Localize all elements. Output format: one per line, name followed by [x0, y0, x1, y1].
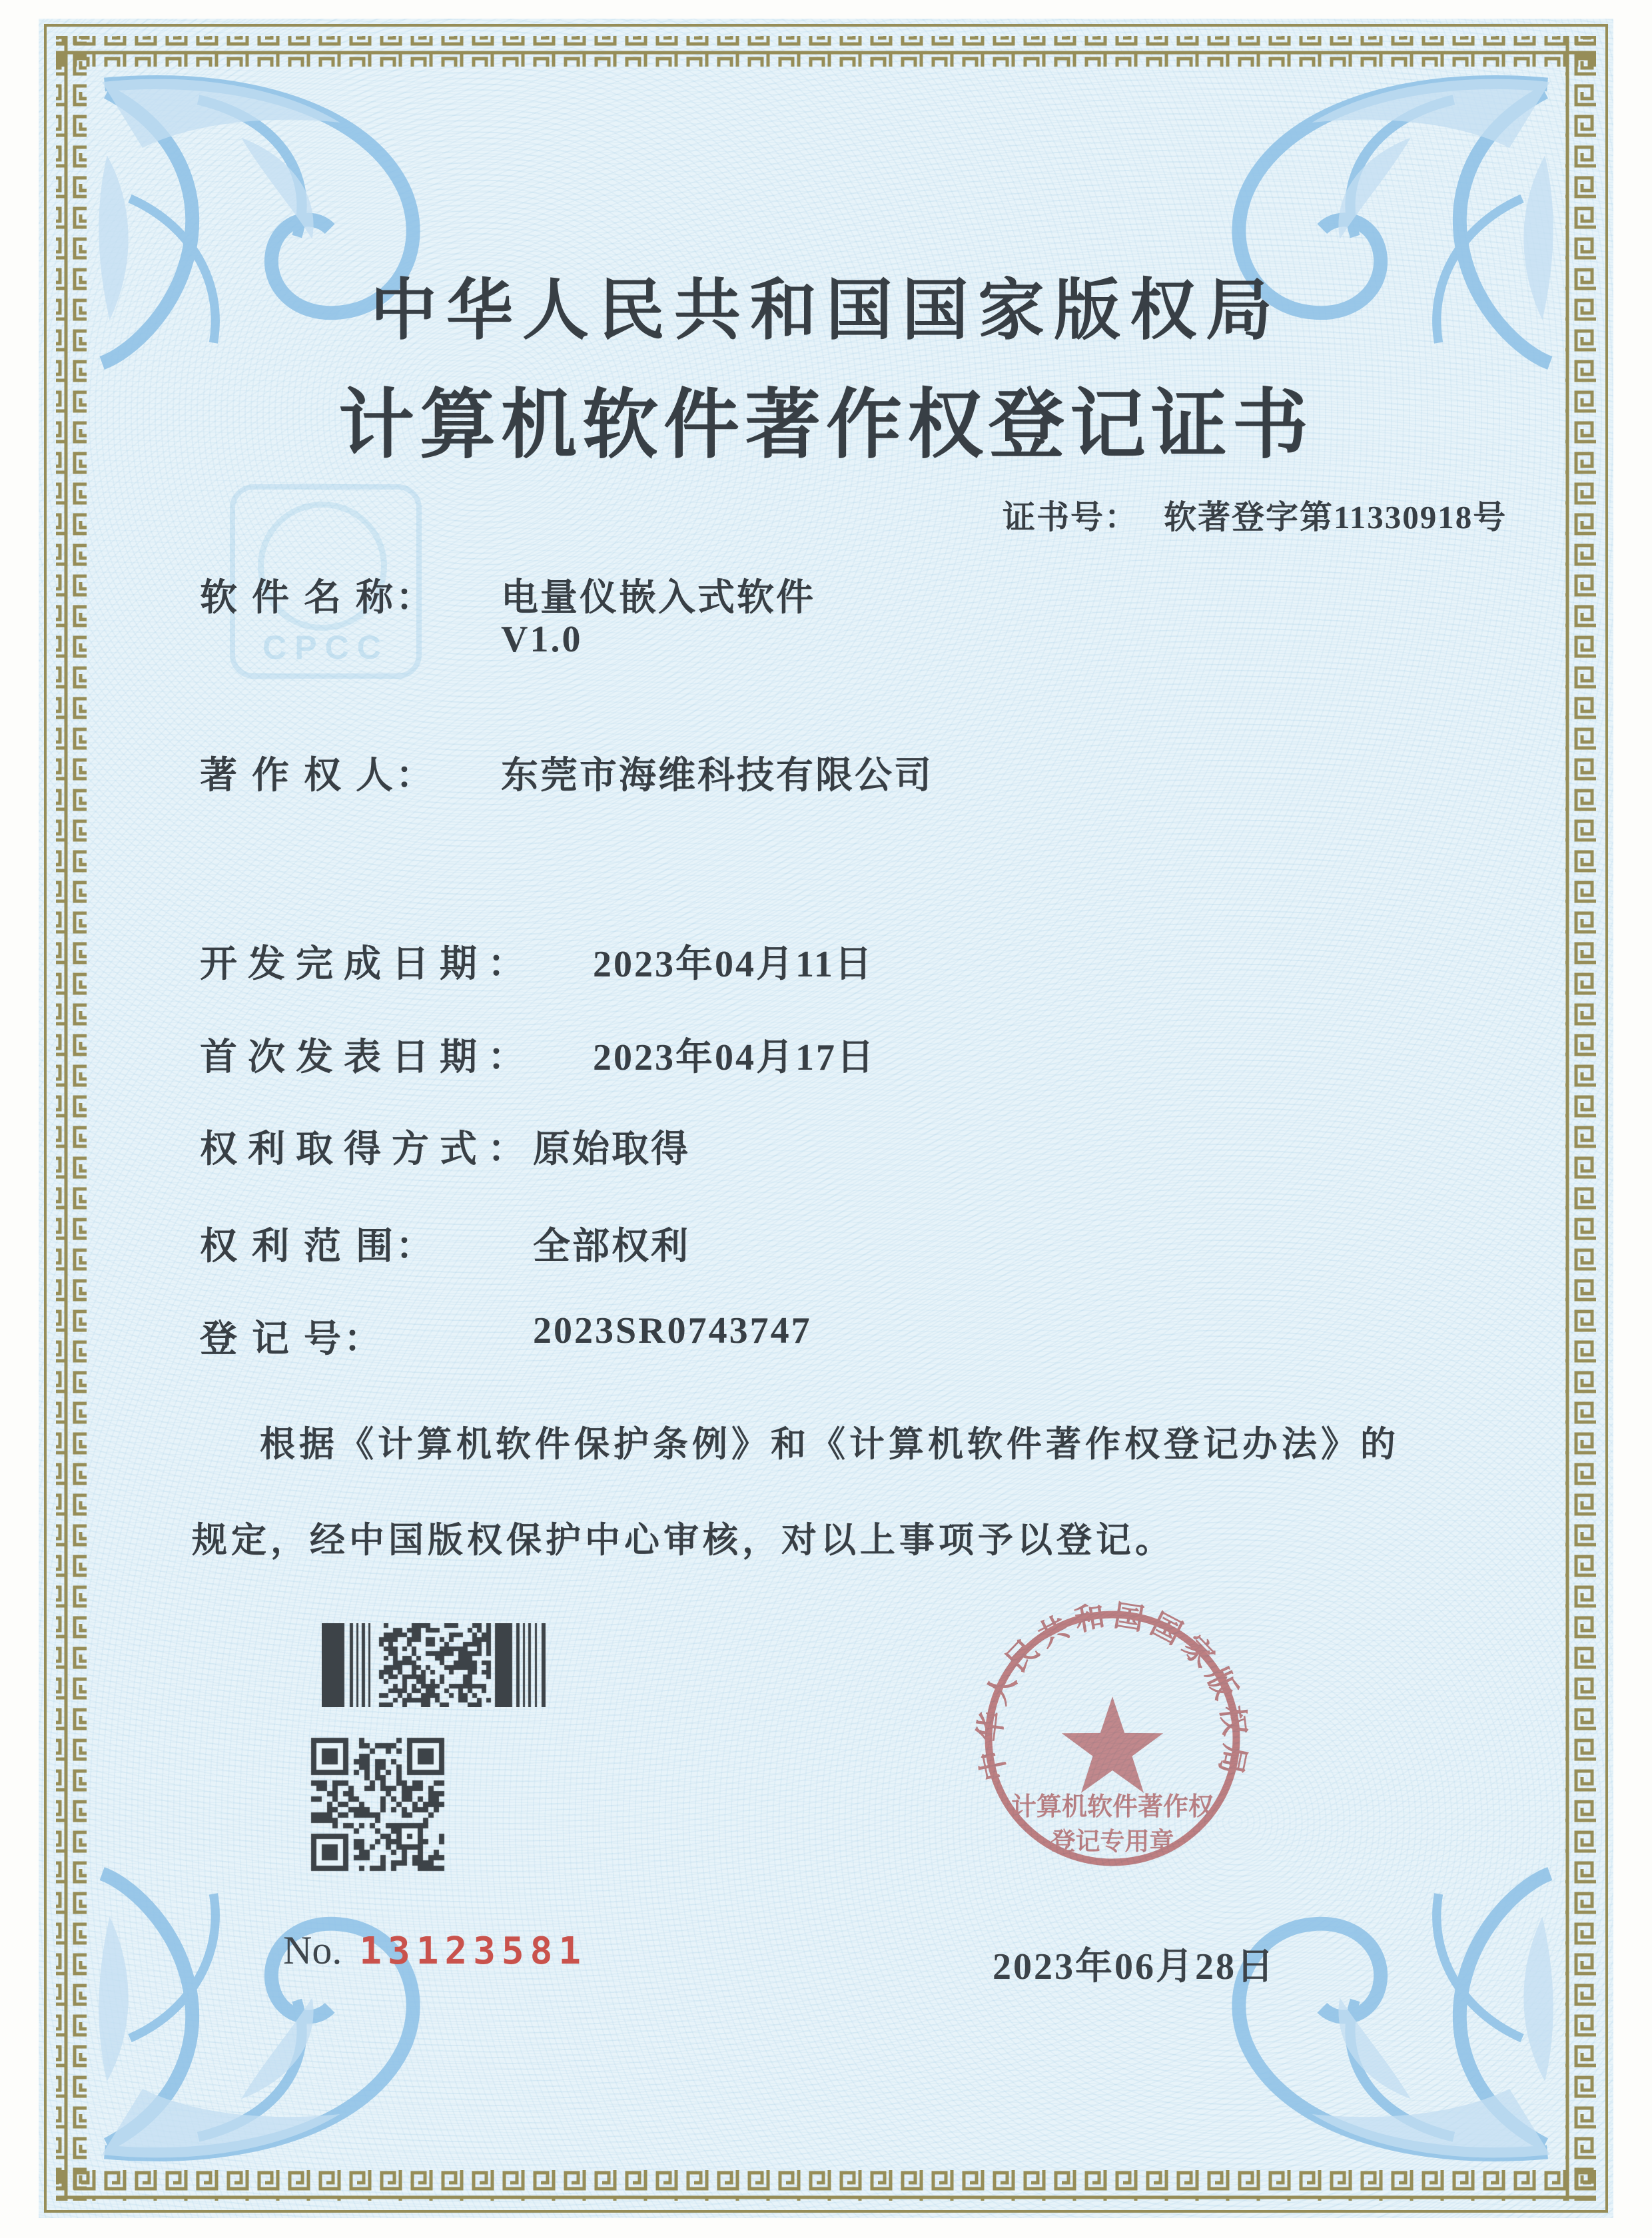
serial-number: 13123581 [359, 1930, 588, 1973]
flourish-bottom-right [1239, 1874, 1553, 2157]
certificate-number-value: 软著登字第11330918号 [1164, 499, 1507, 536]
certificate-number-line [1003, 492, 1507, 538]
statement-line-2: 规定，经中国版权保护中心审核，对以上事项予以登记。 [192, 1521, 1174, 1560]
authority-title: 中华人民共和国国家版权局 [370, 274, 1282, 348]
serial-number-line [283, 1928, 587, 1974]
field-value-rights-acquisition: 原始取得 [533, 1129, 690, 1170]
field-value-registration-number: 2023SR0743747 [533, 1310, 812, 1351]
qr-code [310, 1736, 446, 1873]
field-value-software-version: V1.0 [501, 619, 583, 660]
certificate-title: 计算机软件著作权登记证书 [338, 383, 1314, 468]
field-label-dev-complete-date: 开发完成日期： [200, 944, 536, 985]
field-value-software-name: 电量仪嵌入式软件 [501, 577, 815, 619]
field-label-rights-acquisition: 权利取得方式： [200, 1129, 536, 1170]
field-label-copyright-owner: 著 作 权 人： [200, 755, 436, 797]
statement-line-1: 根据《计算机软件保护条例》和《计算机软件著作权登记办法》的 [260, 1425, 1400, 1464]
seal-text-line1: 计算机软件著作权 [1011, 1793, 1214, 1821]
field-label-rights-scope: 权 利 范 围： [200, 1226, 436, 1268]
serial-prefix: No. [283, 1928, 342, 1972]
flourish-bottom-left [99, 1874, 413, 2157]
official-seal [969, 1595, 1256, 1882]
field-value-dev-complete-date: 2023年04月11日 [593, 944, 874, 985]
field-value-copyright-owner: 东莞市海维科技有限公司 [501, 755, 933, 797]
field-label-registration-number: 登 记 号： [200, 1319, 384, 1360]
pdf417-barcode [322, 1623, 554, 1707]
certificate-number-label: 证书号： [1003, 499, 1139, 536]
seal-text-line2: 登记专用章 [1050, 1828, 1174, 1856]
field-value-first-publish-date: 2023年04月17日 [593, 1037, 876, 1078]
cpcc-watermark-text: CPCC [262, 629, 389, 666]
seal-star-icon [1062, 1696, 1163, 1793]
field-label-software-name: 软 件 名 称： [200, 577, 436, 619]
field-label-first-publish-date: 首次发表日期： [200, 1037, 536, 1078]
seal-ring-text: 中华人民共和国国家版权局 [973, 1599, 1252, 1784]
field-value-rights-scope: 全部权利 [533, 1226, 690, 1268]
issue-date: 2023年06月28日 [993, 1946, 1276, 1988]
